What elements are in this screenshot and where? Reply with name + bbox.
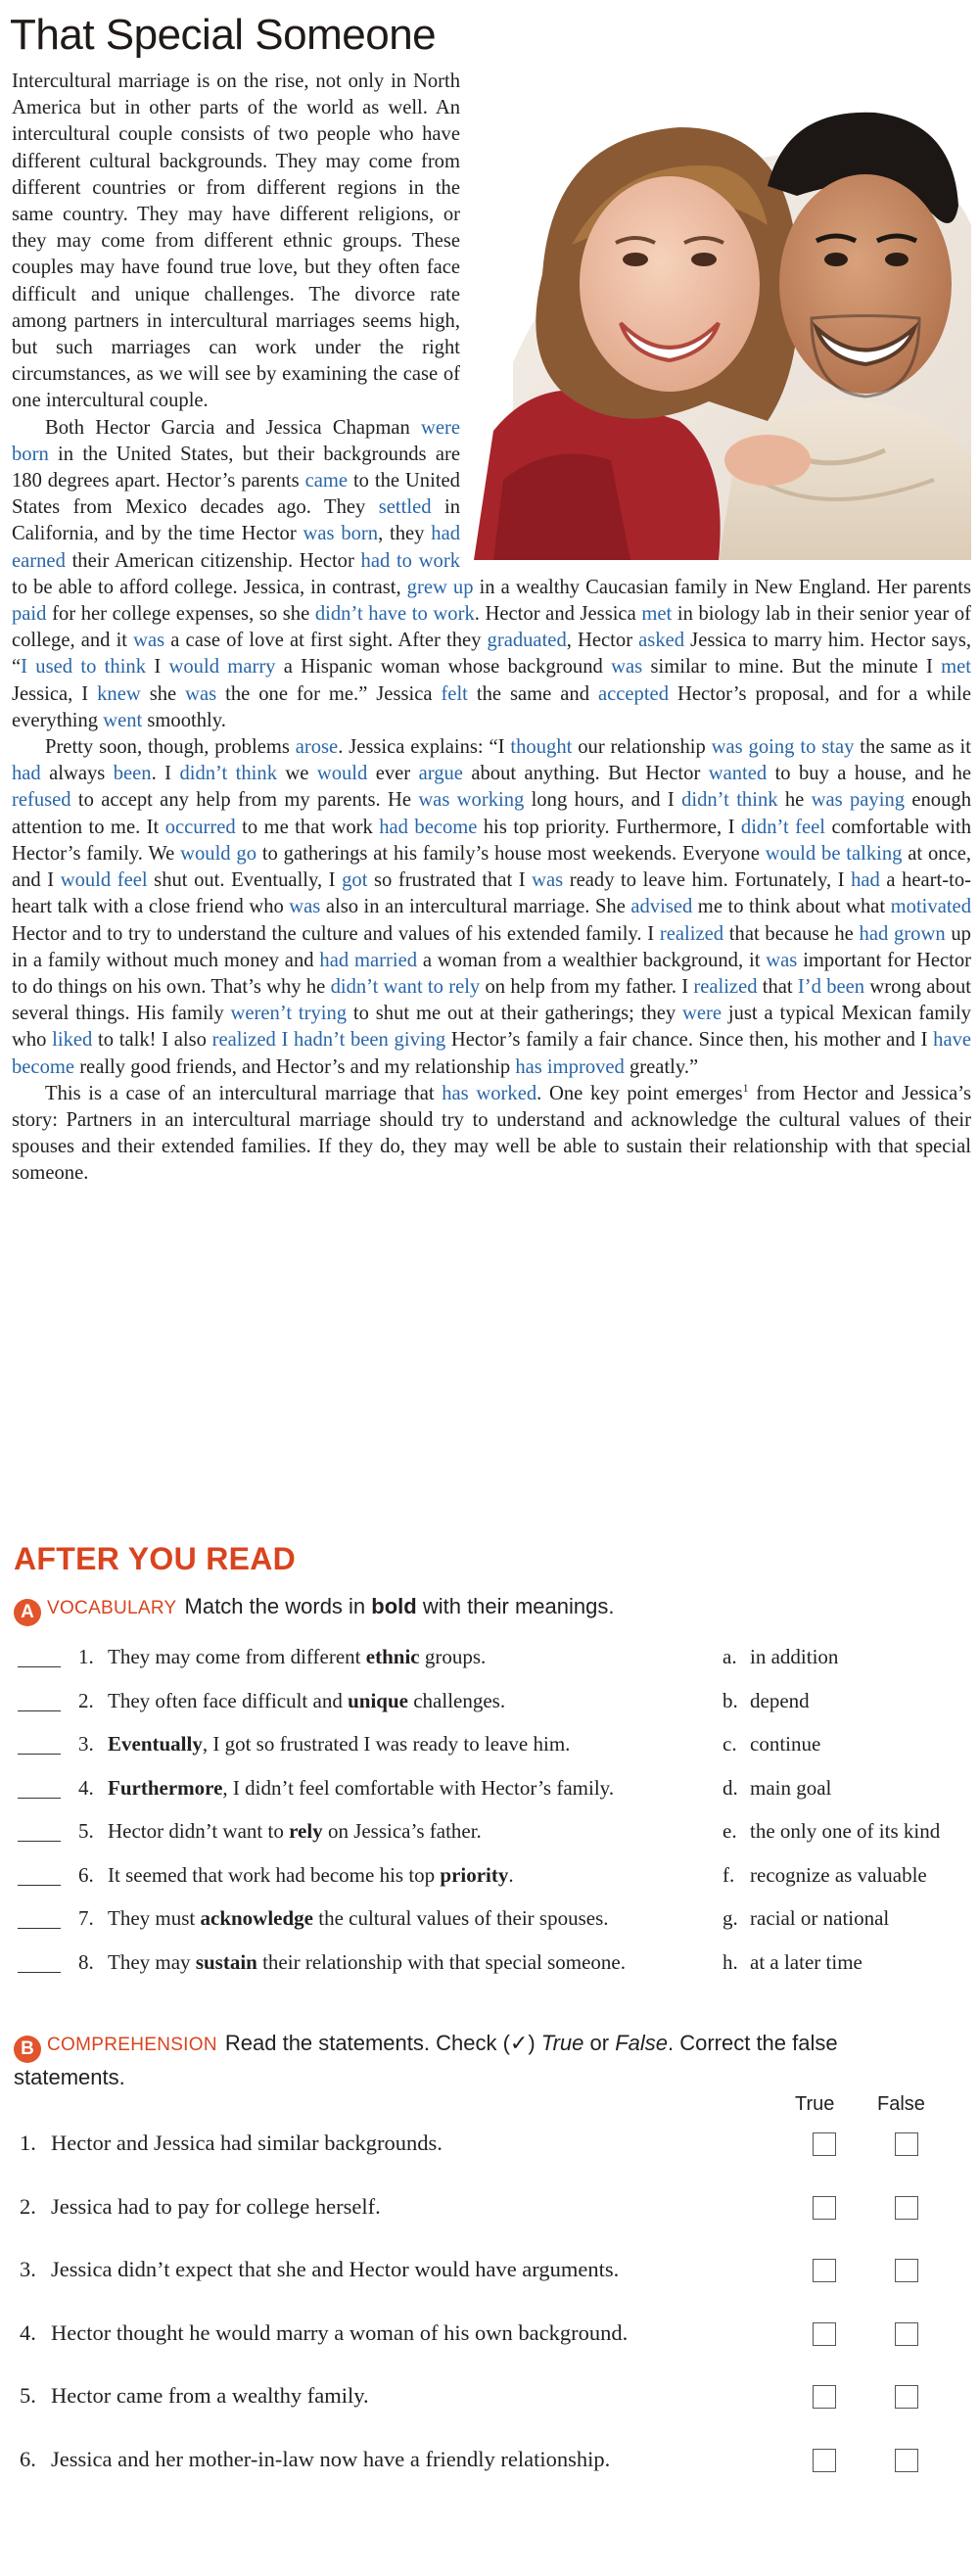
p3-text: on help from my father. I — [480, 975, 694, 998]
vocabulary-word: ethnic — [365, 1645, 420, 1668]
p3-verb: have become — [12, 1029, 972, 1078]
p3-verb: thought — [510, 736, 573, 759]
comprehension-instruction-mid: or — [583, 2031, 616, 2055]
vocabulary-instructions — [14, 1594, 614, 1626]
true-checkbox[interactable] — [813, 2385, 836, 2409]
statement-text: Jessica didn’t expect that she and Hector would have arguments. — [51, 2257, 620, 2281]
p2-text: a case of love at first sight. After they — [164, 630, 488, 652]
p2-verb: was — [611, 656, 643, 679]
true-column-header: True — [795, 2093, 835, 2115]
p3-verb: was — [532, 869, 564, 892]
sentence-pre: It seemed that work had become his top — [108, 1862, 441, 1887]
vocabulary-word: Furthermore — [108, 1775, 223, 1800]
true-checkbox[interactable] — [813, 2449, 836, 2472]
vocabulary-instruction-post: with their meanings. — [416, 1594, 615, 1618]
meaning-letter: d. — [723, 1775, 738, 1800]
vocabulary-sentence — [108, 1950, 626, 1975]
item-number: 6. — [78, 1862, 94, 1887]
p3-verb: advised — [630, 896, 693, 918]
p2-verb: had earned — [12, 523, 460, 572]
p3-text: ever — [367, 763, 419, 785]
item-number: 4. — [20, 2319, 36, 2345]
article-p4-text-c: from Hector and Jessica’s story: Partners in an intercultural marriage should try to understand and acknowledge the cultural values of their spouses and their extended families. If they do, they may well be able to sustain their relationship with that special someone. — [12, 1082, 971, 1185]
meaning-letter: h. — [723, 1949, 738, 1974]
p3-verb: weren’t trying — [230, 1003, 348, 1025]
section-a-badge: A — [14, 1599, 41, 1626]
vocabulary-list — [14, 1645, 969, 1993]
meaning-letter: c. — [723, 1732, 737, 1756]
vocabulary-instruction-pre: Match the words in — [184, 1594, 372, 1618]
p3-text: shut out. Eventually, I — [147, 869, 343, 892]
after-you-read-heading: AFTER YOU READ — [14, 1541, 297, 1576]
sentence-pre: They may — [108, 1949, 196, 1974]
true-checkbox[interactable] — [813, 2322, 836, 2346]
p3-text: that — [757, 975, 798, 998]
p3-text: to me that work — [235, 816, 380, 838]
p3-verb: was working — [418, 789, 525, 812]
meaning-text: depend — [750, 1688, 810, 1712]
vocabulary-word: rely — [289, 1819, 323, 1843]
p2-verb: paid — [12, 603, 47, 626]
comprehension-instructions — [14, 2029, 954, 2092]
vocabulary-word: Eventually — [108, 1732, 203, 1756]
vocabulary-label: VOCABULARY — [47, 1598, 177, 1618]
meaning-letter: b. — [723, 1688, 738, 1712]
statement-text: Hector thought he would marry a woman of his own background. — [51, 2319, 629, 2345]
p3-text: his top priority. Furthermore, I — [477, 816, 741, 838]
vocabulary-item — [14, 1819, 969, 1863]
article-paragraph-3 — [12, 734, 971, 1081]
comprehension-list — [14, 2131, 969, 2509]
comprehension-item — [14, 2257, 969, 2320]
false-checkbox[interactable] — [895, 2449, 918, 2472]
p3-verb: been — [113, 763, 152, 785]
false-checkbox[interactable] — [895, 2132, 918, 2156]
p2-verb: met — [941, 656, 972, 679]
p3-verb: got — [342, 869, 368, 892]
answer-blank[interactable] — [18, 1710, 61, 1711]
p2-verb: felt — [441, 682, 468, 705]
p3-text: up in a family without much money and — [12, 922, 971, 971]
item-number: 3. — [20, 2257, 36, 2281]
p2-text: the same and — [467, 682, 598, 705]
p2-text: similar to mine. But the minute I — [642, 656, 942, 679]
footnote-marker: 1 — [742, 1080, 749, 1095]
p3-verb: had married — [319, 949, 418, 971]
p2-text: in biology lab in their senior year of college, and it — [12, 603, 971, 652]
p3-verb: refused — [12, 789, 71, 812]
meaning-letter: a. — [723, 1645, 737, 1668]
p3-verb: didn’t think — [681, 789, 778, 812]
p3-text: . I — [151, 763, 180, 785]
comprehension-item — [14, 2131, 969, 2194]
couple-photo-illustration — [474, 69, 971, 560]
vocabulary-sentence — [108, 1645, 486, 1669]
p3-verb: realized — [693, 975, 758, 998]
p2-text: a Hispanic woman whose background — [275, 656, 612, 679]
vocabulary-sentence — [108, 1732, 570, 1756]
comprehension-instruction-post: . Correct the false statements. — [14, 2031, 838, 2089]
item-number: 1. — [78, 1645, 94, 1668]
meaning-letter: f. — [723, 1862, 735, 1887]
p3-verb: arose — [295, 736, 339, 759]
p2-text: Both Hector Garcia and Jessica Chapman — [45, 416, 421, 439]
p2-verb: knew — [97, 682, 141, 705]
sentence-pre: They may come from different — [108, 1645, 366, 1668]
p2-verb: was born — [303, 523, 379, 545]
sentence-pre: Hector didn’t want to — [108, 1819, 290, 1843]
page-title: That Special Someone — [10, 11, 437, 59]
item-number: 2. — [20, 2193, 36, 2219]
p3-text: ready to leave him. Fortunately, I — [563, 869, 852, 892]
answer-blank[interactable] — [18, 1754, 61, 1755]
p2-text: Jessica, I — [12, 682, 98, 705]
vocabulary-word: sustain — [195, 1949, 257, 1974]
vocabulary-word: unique — [348, 1688, 408, 1712]
sentence-post: groups. — [419, 1645, 487, 1668]
vocabulary-sentence — [108, 1863, 514, 1888]
p3-verb: was — [766, 949, 798, 971]
article — [12, 69, 971, 1188]
p2-verb: accepted — [597, 682, 669, 705]
sentence-post: , I didn’t feel comfortable with Hector’s family. — [222, 1775, 615, 1800]
meaning-letter: e. — [723, 1819, 737, 1843]
p2-text: Jessica to marry him. Hector says, “ — [12, 630, 971, 679]
couple-photo — [474, 69, 971, 560]
p2-text: to the United States from Mexico decades ago. They — [12, 470, 460, 519]
p2-text: Hector’s proposal, and for a while everything — [12, 682, 972, 731]
vocabulary-instruction-bold: bold — [371, 1594, 417, 1618]
vocabulary-item — [14, 1689, 969, 1733]
p3-text: he — [777, 789, 812, 812]
true-checkbox[interactable] — [813, 2259, 836, 2282]
p3-text: we — [277, 763, 317, 785]
statement-text: Hector and Jessica had similar backgrounds. — [51, 2131, 443, 2155]
answer-blank[interactable] — [18, 1928, 61, 1929]
answer-blank[interactable] — [18, 1666, 61, 1667]
sentence-post: , I got so frustrated I was ready to leave him. — [202, 1732, 571, 1756]
p2-verb: I used to think — [21, 656, 147, 679]
vocabulary-word: priority — [440, 1862, 509, 1887]
statement-text: Jessica had to pay for college herself. — [51, 2193, 381, 2219]
p2-text: . Hector and Jessica — [474, 603, 642, 626]
p3-text: about anything. But Hector — [462, 763, 709, 785]
p3-text: the same as it — [854, 736, 971, 759]
false-checkbox[interactable] — [895, 2196, 918, 2220]
sentence-pre: They must — [108, 1906, 201, 1930]
p3-verb: realized — [659, 922, 724, 945]
p3-text: comfortable with Hector’s family. We — [12, 816, 971, 865]
item-number: 5. — [78, 1819, 94, 1843]
vocabulary-sentence — [108, 1776, 614, 1801]
p2-verb: asked — [638, 630, 685, 652]
answer-blank[interactable] — [18, 1798, 61, 1799]
vocabulary-item — [14, 1906, 969, 1950]
p2-verb: were born — [12, 416, 460, 465]
p3-verb: was going to stay — [711, 736, 855, 759]
answer-blank[interactable] — [18, 1972, 61, 1973]
meaning-text: main goal — [750, 1775, 832, 1800]
p3-verb: would be talking — [765, 842, 903, 865]
answer-blank[interactable] — [18, 1885, 61, 1886]
item-number: 6. — [20, 2446, 36, 2471]
section-b-badge: B — [14, 2036, 41, 2063]
p3-verb: I hadn’t been giving — [281, 1029, 446, 1052]
article-paragraph-1: Intercultural marriage is on the rise, not only in North America but in other parts of the world as well. An intercultural couple consists of two people who have different cultural backgrounds. They may come from different countries or from different regions in the same country. They may have different religions, or they may come from different ethnic groups. These couples may have found true love, but they often face difficult and unique challenges. The divorce rate among partners in intercultural marriages seems high, but such marriages can work under the right circumstances, as we will see by examining the case of one intercultural couple. — [12, 70, 460, 412]
p3-verb: motivated — [890, 896, 971, 918]
p3-text: to shut me out at their gatherings; they — [347, 1003, 683, 1025]
comprehension-item — [14, 2320, 969, 2384]
p3-text: to accept any help from my parents. He — [70, 789, 419, 812]
p3-text: Hector’s family a fair chance. Since then, his mother and I — [445, 1029, 934, 1052]
vocabulary-item — [14, 1950, 969, 1994]
p3-verb: would feel — [60, 869, 148, 892]
p3-verb: argue — [418, 763, 463, 785]
meaning-letter: g. — [723, 1906, 738, 1930]
p3-text: to gatherings at his family’s house most weekends. Everyone — [256, 842, 766, 865]
p3-text: greatly.” — [624, 1055, 699, 1078]
comprehension-label: COMPREHENSION — [47, 2035, 217, 2055]
meaning-text: in addition — [750, 1645, 839, 1668]
p3-verb: had become — [379, 816, 478, 838]
p2-verb: would marry — [168, 656, 276, 679]
p3-text: me to think about what — [692, 896, 891, 918]
vocabulary-sentence — [108, 1906, 609, 1931]
meaning-text: the only one of its kind — [750, 1819, 941, 1843]
p3-verb: would go — [180, 842, 257, 865]
p3-text: just a typical Mexican family who — [12, 1003, 971, 1052]
p3-verb: had grown — [859, 922, 946, 945]
p3-text: really good friends, and Hector’s and my relationship — [74, 1055, 516, 1078]
vocabulary-item — [14, 1863, 969, 1907]
p2-verb: had to work — [360, 549, 460, 572]
item-number: 1. — [20, 2131, 36, 2155]
p2-text: in the United States, but their backgrounds are 180 degrees apart. Hector’s parents — [12, 443, 460, 492]
item-number: 4. — [78, 1775, 94, 1800]
p2-verb: went — [103, 709, 143, 731]
false-checkbox[interactable] — [895, 2322, 918, 2346]
p3-text: . Jessica explains: “I — [338, 736, 511, 759]
p3-text: wrong about several things. His family — [12, 975, 971, 1025]
true-checkbox[interactable] — [813, 2196, 836, 2220]
vocabulary-sentence — [108, 1689, 505, 1713]
item-number: 7. — [78, 1906, 94, 1930]
p3-verb: didn’t feel — [740, 816, 826, 838]
sentence-post: their relationship with that special someone. — [256, 1949, 626, 1974]
p3-text: a heart-to-heart talk with a close friend who — [12, 869, 971, 918]
p3-text: at once, and I — [12, 842, 971, 892]
p3-verb: were — [682, 1003, 723, 1025]
comprehension-instruction-true: True — [540, 2031, 584, 2055]
p2-text: smoothly. — [142, 709, 226, 731]
p2-verb: didn’t have to work — [314, 603, 475, 626]
comprehension-item — [14, 2383, 969, 2447]
meaning-text: recognize as valuable — [750, 1862, 927, 1887]
p2-verb: came — [304, 470, 349, 492]
vocabulary-word: acknowledge — [200, 1906, 313, 1930]
meaning-text: racial or national — [750, 1906, 890, 1930]
p3-verb: was paying — [811, 789, 906, 812]
p3-verb: would — [316, 763, 368, 785]
meaning-text: continue — [750, 1732, 821, 1756]
sentence-pre: They often face difficult and — [108, 1688, 349, 1712]
comprehension-item — [14, 2194, 969, 2258]
p3-verb: occurred — [164, 816, 236, 838]
p3-verb: wanted — [708, 763, 768, 785]
p3-text: to talk! I also — [92, 1029, 212, 1052]
p3-text: that because he — [723, 922, 860, 945]
p3-verb: was — [289, 896, 321, 918]
p3-verb: had — [851, 869, 880, 892]
vocabulary-item — [14, 1732, 969, 1776]
vocabulary-sentence — [108, 1819, 482, 1844]
p2-text: , they — [378, 523, 432, 545]
false-column-header: False — [877, 2093, 925, 2115]
p2-text: to be able to afford college. Jessica, in contrast, — [12, 576, 407, 598]
statement-text: Jessica and her mother-in-law now have a friendly relationship. — [51, 2446, 611, 2471]
p3-text: important for Hector to do things on his own. That’s why he — [12, 949, 972, 998]
vocabulary-item — [14, 1776, 969, 1820]
sentence-post: on Jessica’s father. — [322, 1819, 482, 1843]
p3-text: a woman from a wealthier background, it — [417, 949, 767, 971]
sentence-post: the cultural values of their spouses. — [313, 1906, 609, 1930]
p3-verb: I’d been — [797, 975, 865, 998]
meaning-text: at a later time — [750, 1949, 862, 1974]
article-p4-text-a: This is a case of an intercultural marriage that — [45, 1082, 443, 1104]
p3-text: also in an intercultural marriage. She — [320, 896, 631, 918]
comprehension-item — [14, 2447, 969, 2510]
p3-text: our relationship — [572, 736, 712, 759]
comprehension-instruction-false: False — [615, 2031, 668, 2055]
p3-verb: has improved — [515, 1055, 625, 1078]
p2-text: for her college expenses, so she — [46, 603, 315, 626]
item-number: 2. — [78, 1688, 94, 1712]
p2-verb: met — [641, 603, 673, 626]
vocabulary-item — [14, 1645, 969, 1689]
p2-text: she — [140, 682, 186, 705]
p2-text: , Hector — [566, 630, 639, 652]
p3-verb: didn’t think — [179, 763, 277, 785]
p2-text: I — [146, 656, 169, 679]
p3-text: always — [40, 763, 114, 785]
p2-verb: was — [185, 682, 217, 705]
p3-text: Hector and to try to understand the culture and values of his extended family. I — [12, 922, 660, 945]
p2-text: the one for me.” Jessica — [216, 682, 442, 705]
statement-text: Hector came from a wealthy family. — [51, 2383, 369, 2408]
p2-verb: grew up — [406, 576, 474, 598]
p3-text: to buy a house, and he — [767, 763, 972, 785]
article-p4-text-b: . One key point emerges — [536, 1082, 743, 1104]
p2-verb: graduated — [487, 630, 567, 652]
sentence-post: . — [508, 1862, 514, 1887]
false-checkbox[interactable] — [895, 2385, 918, 2409]
item-number: 5. — [20, 2383, 36, 2408]
article-p4-verb: has worked — [442, 1082, 537, 1104]
p2-verb: was — [133, 630, 165, 652]
item-number: 3. — [78, 1732, 94, 1756]
p3-verb: didn’t want to rely — [330, 975, 481, 998]
answer-blank[interactable] — [18, 1841, 61, 1842]
p3-verb: had — [12, 763, 41, 785]
p3-text: enough attention to me. It — [12, 789, 971, 838]
p2-verb: settled — [378, 496, 432, 519]
sentence-post: challenges. — [407, 1688, 506, 1712]
p2-text: in a wealthy Caucasian family in New England. Her parents — [473, 576, 971, 598]
comprehension-instruction-pre: Read the statements. Check (✓) — [224, 2031, 541, 2055]
p3-text: Pretty soon, though, problems — [45, 736, 296, 759]
article-paragraph-4 — [12, 1081, 971, 1188]
p3-verb: realized — [211, 1029, 276, 1052]
p3-verb: liked — [52, 1029, 93, 1052]
p2-text: in California, and by the time Hector — [12, 496, 461, 545]
item-number: 8. — [78, 1949, 94, 1974]
p3-text: long hours, and I — [524, 789, 682, 812]
p3-text: so frustrated that I — [367, 869, 533, 892]
false-checkbox[interactable] — [895, 2259, 918, 2282]
true-checkbox[interactable] — [813, 2132, 836, 2156]
p2-text: their American citizenship. Hector — [65, 549, 361, 572]
